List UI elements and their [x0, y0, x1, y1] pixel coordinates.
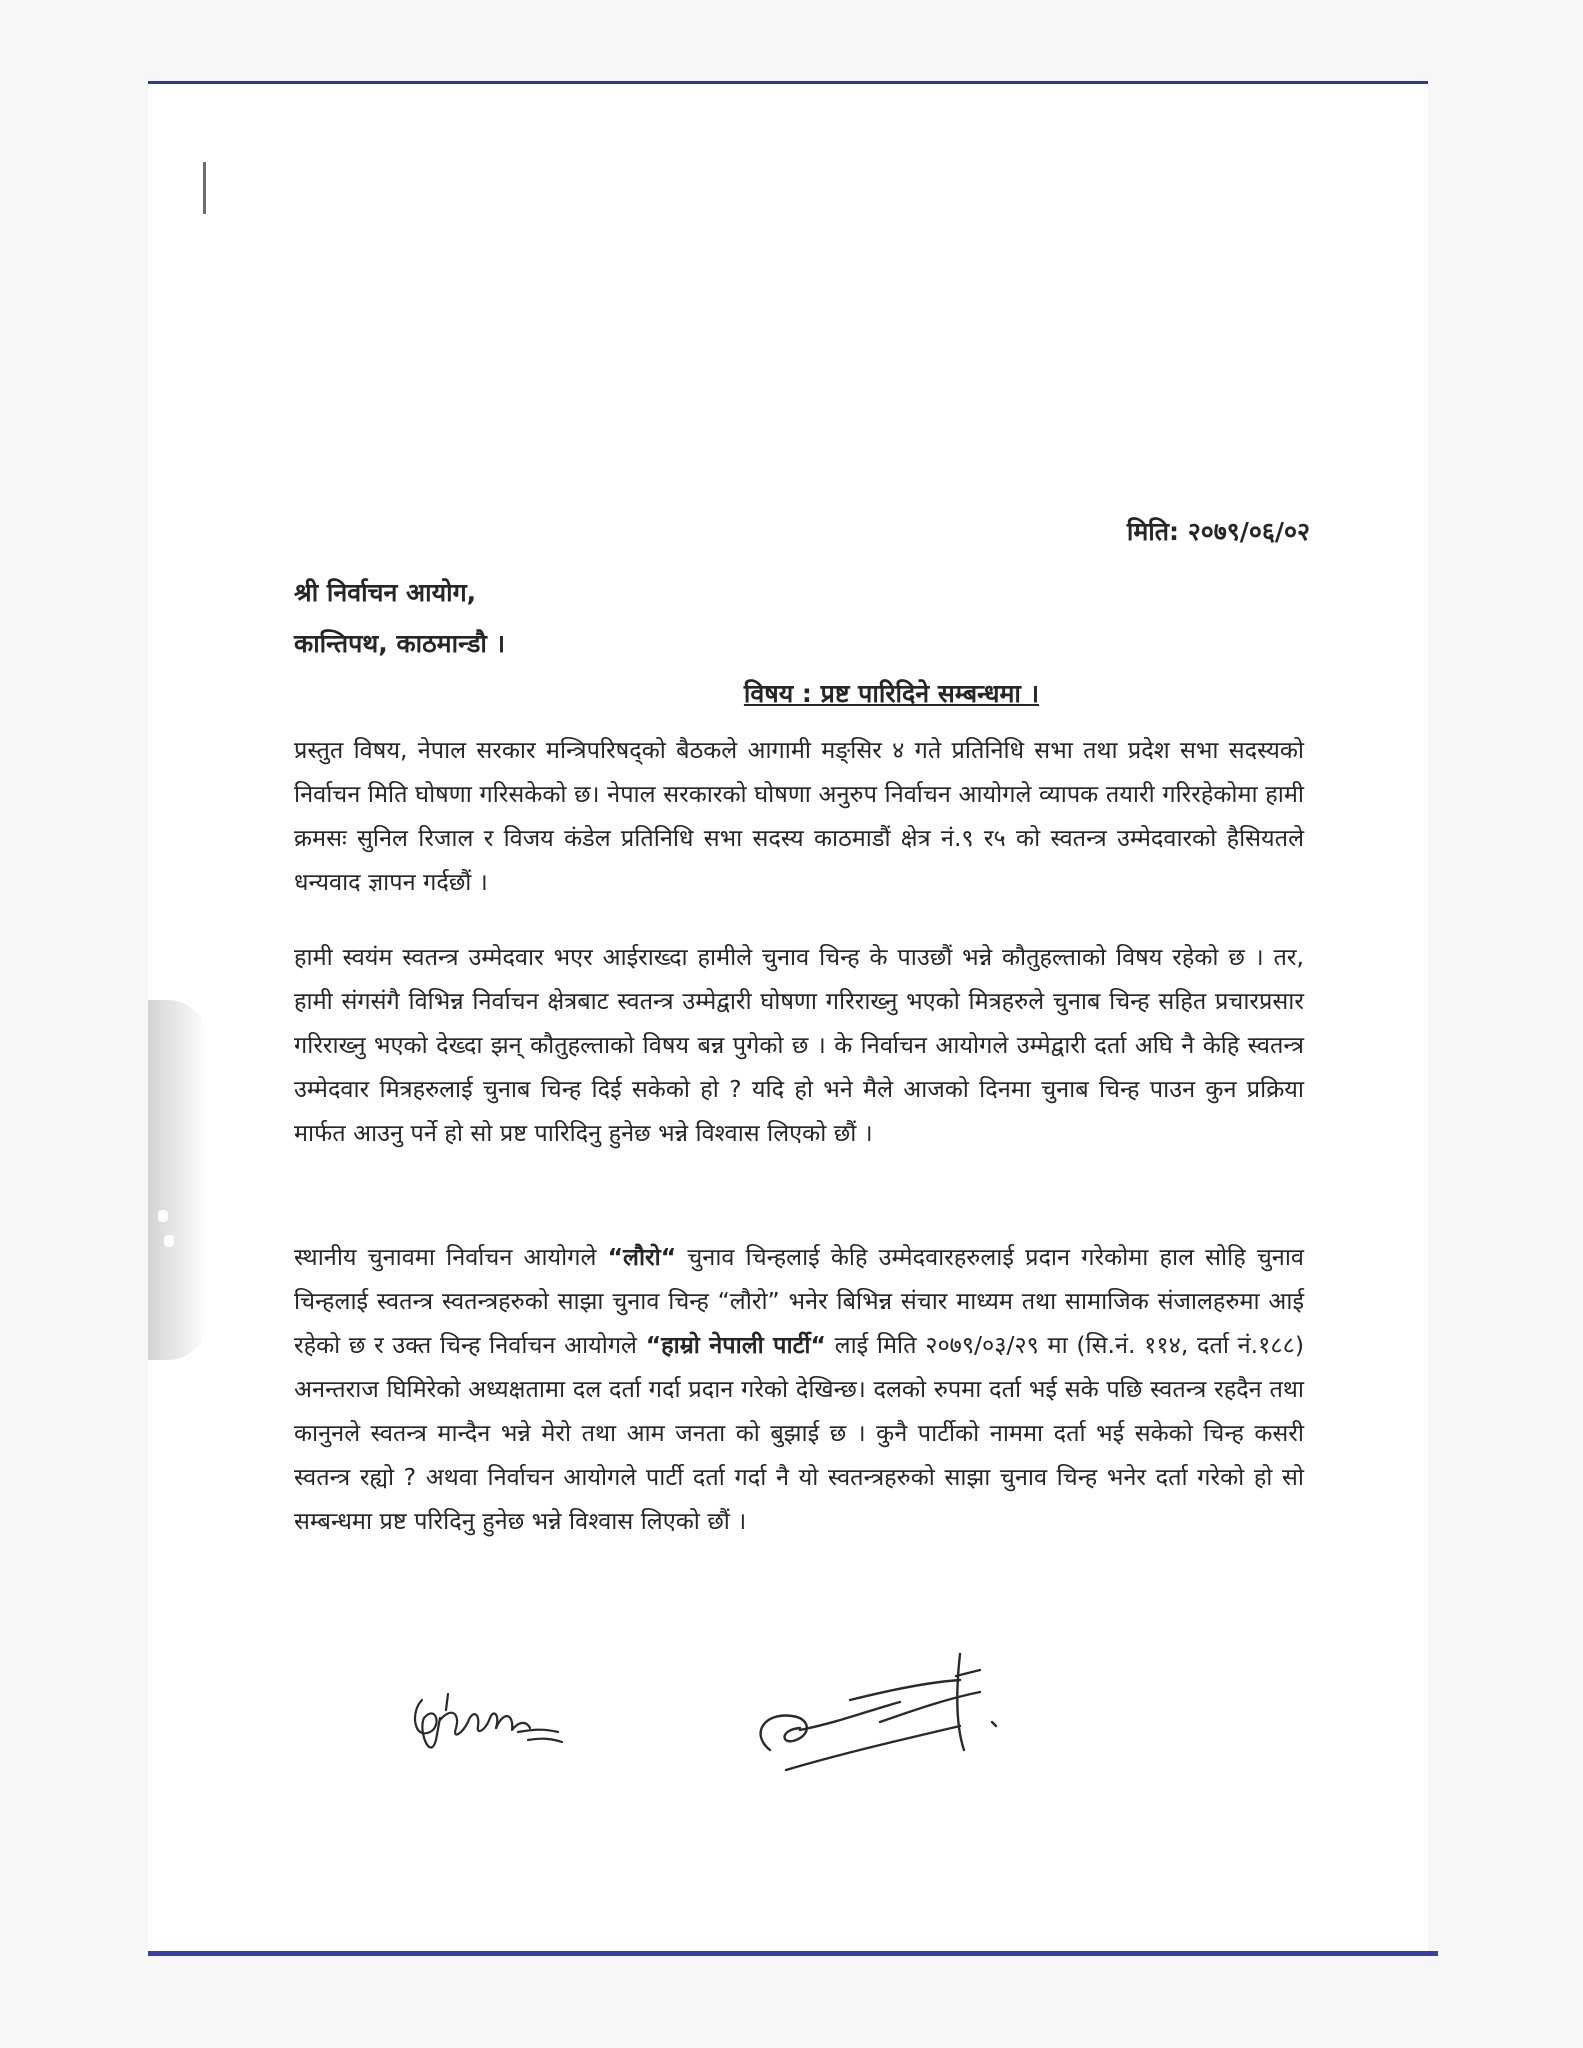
recipient-line-2: कान्तिपथ, काठमान्डौ । — [294, 629, 506, 658]
body-paragraph-3 — [294, 1235, 1304, 1543]
scan-shadow — [148, 1000, 208, 1360]
body-paragraph-1: प्रस्तुत विषय, नेपाल सरकार मन्त्रिपरिषद्को बैठकले आगामी मङ्सिर ४ गते प्रतिनिधि सभा तथा प्रदेश सभा सदस्यको निर्वाचन मिति घोषणा गरिसकेको छ। नेपाल सरकारको घोषणा अनुरुप निर्वाचन आयोगले व्यापक तयारी गरिरहेकोमा हामी क्रमसः सुनिल रिजाल र विजय कंडेल प्रतिनिधि सभा सदस्य काठमाडौं क्षेत्र नं.९ र५ को स्वतन्त्र उम्मेदवारको हैसियतले धन्यवाद ज्ञापन गर्दछौं । — [294, 736, 1304, 896]
page-bottom-edge — [148, 1951, 1438, 1956]
letter-subject: विषय : प्रष्ट पारिदिने सम्बन्धमा । — [743, 679, 1040, 708]
signature-left — [400, 1670, 600, 1780]
party-name: “हाम्रो नेपाली पार्टी“ — [645, 1331, 826, 1359]
scan-speck — [158, 1210, 168, 1222]
binder-mark — [203, 162, 206, 214]
paragraph-3-text: चुनाव चिन्हलाई केहि उम्मेदवारहरुलाई प्रदान गरेकोमा हाल सोहि चुनाव चिन्हलाई स्वतन्त्र स्वतन्त्रहरुको साझा चुनाव चिन्ह “लौरो” भनेर बिभिन्न संचार माध्यम तथा सामाजिक संजालहरुमा आई रहेको छ र उक्त चिन्ह निर्वाचन आयोगले — [294, 1243, 1304, 1359]
paragraph-3-text: लाई मिति २०७९/०३/२९ मा (सि.नं. ११४, दर्ता नं.१८८) अनन्तराज घिमिरेको अध्यक्षतामा दल दर्ता गर्दा प्रदान गरेको देखिन्छ। दलको रुपमा दर्ता भई सके पछि स्वतन्त्र रहदैन तथा कानुनले स्वतन्त्र मान्दैन भन्ने मेरो तथा आम जनता को बुझाई छ । कुनै पार्टीको नाममा दर्ता भई सकेको चिन्ह कसरी स्वतन्त्र रह्यो ? अथवा निर्वाचन आयोगले पार्टी दर्ता गर्दा नै यो स्वतन्त्रहरुको साझा चुनाव चिन्ह भनेर दर्ता गरेको हो सो सम्बन्धमा प्रष्ट परिदिनु हुनेछ भन्ने विश्वास लिएको छौं । — [294, 1331, 1304, 1535]
recipient-line-1: श्री निर्वाचन आयोग, — [294, 578, 477, 607]
body-paragraph-2: हामी स्वयंम स्वतन्त्र उम्मेदवार भएर आईराख्दा हामीले चुनाव चिन्ह के पाउछौं भन्ने कौतुहल्ताको विषय रहेको छ । तर, हामी संगसंगै विभिन्न निर्वाचन क्षेत्रबाट स्वतन्त्र उम्मेद्वारी घोषणा गरिराख्नु भएको मित्रहरुले चुनाब चिन्ह सहित प्रचारप्रसार गरिराख्नु भएको देख्दा झन् कौतुहल्ताको विषय बन्न पुगेको छ । के निर्वाचन आयोगले उम्मेद्वारी दर्ता अघि नै केहि स्वतन्त्र उम्मेदवार मित्रहरुलाई चुनाब चिन्ह दिई सकेको हो ? यदि हो भने मैले आजको दिनमा चुनाब चिन्ह पाउन कुन प्रक्रिया मार्फत आउनु पर्ने हो सो प्रष्ट पारिदिनु हुनेछ भन्ने विश्वास लिएको छौं । — [294, 943, 1304, 1147]
symbol-name-lauro: “लौरो“ — [607, 1243, 677, 1271]
paragraph-3-text: स्थानीय चुनावमा निर्वाचन आयोगले — [294, 1243, 608, 1271]
scan-speck — [164, 1235, 174, 1247]
signature-right — [730, 1630, 1050, 1780]
letter-date: मिति: २०७९/०६/०२ — [1126, 517, 1310, 546]
page-top-edge — [148, 81, 1428, 84]
